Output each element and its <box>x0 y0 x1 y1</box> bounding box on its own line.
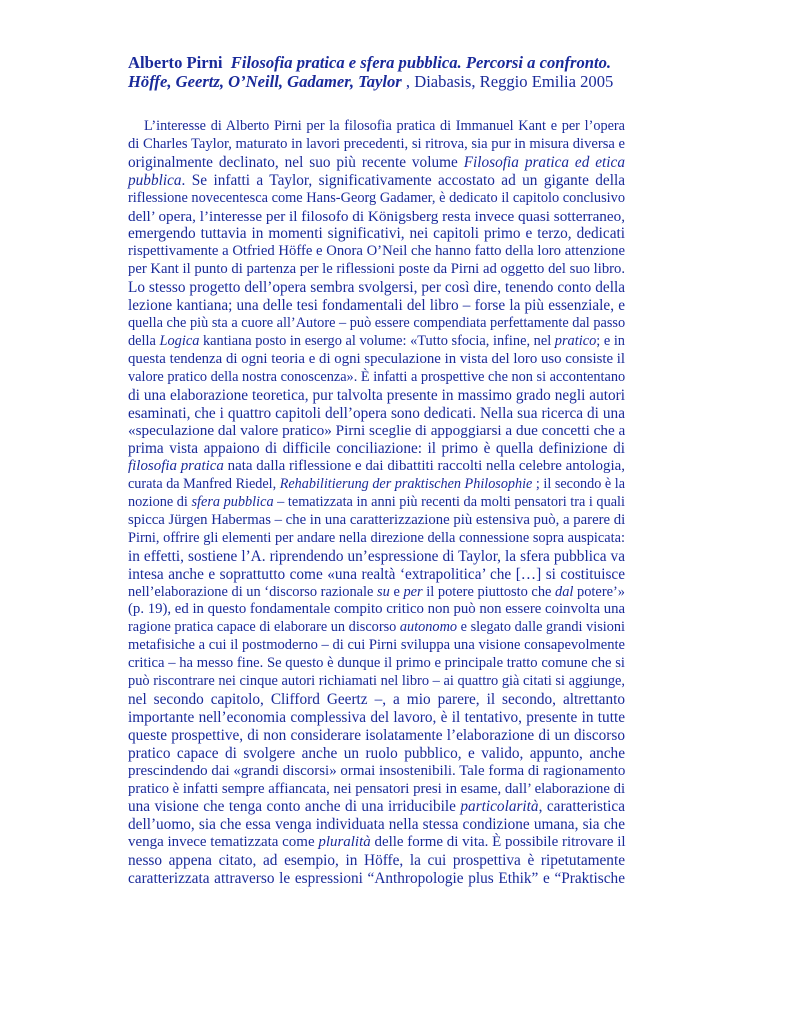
body-text: prescindendo dai «grandi discorsi» ormai insostenibili. Tale forma di ragionamento <box>128 762 626 779</box>
body-text: queste prospettive, di non considerare isolatamente l’elaborazione di un discorso <box>128 726 625 744</box>
body-line <box>128 548 625 566</box>
body-line <box>128 458 625 476</box>
body-text: valore pratico della nostra conoscenza». È infatti a prospettive che non si accontentano <box>128 368 626 385</box>
body-line <box>128 834 625 852</box>
heading-line-1 <box>128 53 688 72</box>
italic-text: per <box>403 583 423 600</box>
body-text: Pirni, offrire gli elementi per andare nella direzione della connessione sopra auspicata: <box>128 529 625 546</box>
body-text: metafisiche a cui il postmoderno – di cui Pirni sviluppa una visione consapevolmente <box>128 637 625 654</box>
body-line <box>128 387 625 405</box>
body-text: riflessione novecentesca come Hans-Georg Gadamer, è dedicato il capitolo conclusivo <box>128 189 625 206</box>
body-line <box>128 584 625 602</box>
body-line <box>128 816 625 834</box>
body-text: «speculazione dal valore pratico» Pirni sceglie di appoggiarsi a due concetti che a <box>128 422 626 440</box>
body-text: kantiana posto in esergo al volume: «Tutto sfocia, infine, nel <box>199 332 555 349</box>
italic-text: filosofia pratica <box>128 458 224 475</box>
body-line <box>128 315 625 333</box>
italic-text: pubblica <box>128 171 182 189</box>
body-text: può riscontrare nei cinque autori richiamati nel libro – ai quattro già citati si aggiunge, <box>128 673 625 690</box>
body-line <box>128 476 625 494</box>
italic-text: pluralità <box>318 834 371 851</box>
body-text: pratico è infatti sempre affiancata, nei pensatori presi in esame, dall’ elaborazione di <box>128 780 626 797</box>
body-text: nell’elaborazione di un ‘discorso razionale <box>128 583 378 600</box>
body-line <box>128 512 625 530</box>
body-line <box>128 208 625 226</box>
body-line <box>128 637 625 655</box>
heading-line-2 <box>128 72 688 91</box>
book-title-line-2: Höffe, Geertz, O’Neill, Gadamer, Taylor <box>128 72 402 91</box>
body-text: importante nell’economia complessiva del lavoro, è il tentativo, presente in tutte <box>128 708 625 726</box>
body-text: emergendo tuttavia in momenti significativi, nei capitoli primo e terzo, dedicati <box>128 225 625 243</box>
body-line <box>128 798 625 816</box>
body-line <box>128 440 625 458</box>
body-text: esaminati, che i quattro capitoli dell’opera sono dedicati. Nella sua ricerca di una <box>128 404 625 422</box>
body-line <box>128 190 625 208</box>
body-line <box>128 530 625 548</box>
body-line <box>128 601 625 619</box>
body-line <box>128 709 625 727</box>
body-text: originalmente declinato, nel suo più recente volume <box>128 153 464 171</box>
body-text: e <box>389 583 404 600</box>
body-text: pratico capace di svolgere anche un ruolo pubblico, e valido, appunto, anche <box>128 744 625 762</box>
body-line <box>128 154 625 172</box>
body-text: – tematizzata in anni più recenti da molti pensatori tra i quali <box>273 494 625 511</box>
body-text: dell’uomo, sia che essa venga individuata nella stessa condizione umana, sia che <box>128 816 625 834</box>
body-text: potere’» <box>573 583 625 600</box>
body-text: venga invece tematizzata come <box>128 834 319 851</box>
body-text: in effetti, sostiene l’A. riprendendo un’espressione di Taylor, la sfera pubblica va <box>128 547 625 565</box>
body-line <box>128 619 625 637</box>
italic-text: su <box>377 583 390 600</box>
body-text: nozione di <box>128 494 192 511</box>
italic-text: Logica <box>159 332 200 349</box>
italic-text: autonomo <box>399 619 458 636</box>
body-line <box>128 118 625 136</box>
body-text: L’interesse di Alberto Pirni per la filosofia pratica di Immanuel Kant e per l’opera <box>144 118 625 134</box>
body-text: intesa anche e soprattutto come «una realtà ‘extrapolitica’ che […] si costituisce <box>128 565 625 583</box>
italic-text: sfera pubblica <box>191 494 274 511</box>
body-text: curata da Manfred Riedel, <box>128 476 280 493</box>
bibliographic-heading <box>128 53 688 91</box>
body-line <box>128 243 625 261</box>
body-line <box>128 691 625 709</box>
body-line <box>128 136 625 154</box>
body-text: quella che più sta a cuore all’Autore – può essere compendiata perfettamente dal passo <box>128 314 626 331</box>
body-line <box>128 351 625 369</box>
italic-text: particolarità <box>460 798 539 816</box>
body-text: delle forme di vita. È possibile ritrovare il <box>370 834 626 851</box>
body-line <box>128 745 625 763</box>
body-line <box>128 369 625 387</box>
body-line <box>128 566 625 584</box>
body-text: una visione che tenga conto anche di una irriducibile <box>128 798 461 816</box>
body-line <box>128 261 625 279</box>
body-text: . Se infatti a Taylor, significativamente accostato ad un gigante della <box>181 171 625 189</box>
body-text: (p. 19), ed in questo fondamentale compito critico non può non essere coinvolta una <box>128 601 626 618</box>
italic-text: dal <box>555 583 574 600</box>
body-line <box>128 279 625 297</box>
body-text: ; e in <box>596 332 625 349</box>
body-text: critica – ha messo fine. Se questo è dunque il primo e principale tratto comune che si <box>128 655 625 672</box>
body-text: caratterizzata attraverso le espressioni “Anthropologie plus Ethik” e “Praktische <box>128 870 625 888</box>
body-line <box>128 494 625 512</box>
body-text: nel secondo capitolo, Clifford Geertz –, a mio parere, il secondo, altrettanto <box>128 691 625 708</box>
body-line <box>128 422 625 440</box>
body-text: prima vista appaiono di difficile conciliazione: il primo è quella definizione di <box>128 440 625 458</box>
body-line <box>128 673 625 691</box>
book-title-line-1: Filosofia pratica e sfera pubblica. Percorsi a confronto. <box>230 53 612 72</box>
body-text: il potere piuttosto che <box>422 583 556 600</box>
body-line <box>128 655 625 673</box>
body-text: e slegato dalle grandi visioni <box>457 619 626 636</box>
book-publisher: , Diabasis, Reggio Emilia 2005 <box>401 72 614 91</box>
body-line <box>128 297 625 315</box>
body-text: nata dalla riflessione e dai dibattiti raccolti nella celebre antologia, <box>223 458 625 475</box>
review-body <box>128 118 625 888</box>
book-author: Alberto Pirni <box>128 53 223 72</box>
body-line <box>128 225 625 243</box>
body-text: nesso appena citato, ad esempio, in Höffe, la cui prospettiva è ripetutamente <box>128 852 625 870</box>
body-line <box>128 333 625 351</box>
body-text: per Kant il punto di partenza per le riflessioni poste da Pirni ad oggetto del suo libro. <box>128 261 625 278</box>
body-line <box>128 763 625 781</box>
body-text: , caratteristica <box>538 798 625 816</box>
body-text: ; il secondo è la <box>532 476 625 493</box>
body-line <box>128 405 625 423</box>
body-text: di Charles Taylor, maturato in lavori precedenti, si ritrova, sia pur in misura diversa e <box>128 135 626 152</box>
italic-text: pratico <box>554 332 597 349</box>
body-text: rispettivamente a Otfried Höffe e Onora O’Neil che hanno fatto della loro attenzione <box>128 243 625 260</box>
body-line <box>128 870 625 888</box>
italic-text: Rehabilitierung der praktischen Philosophie <box>279 476 533 493</box>
body-line <box>128 727 625 745</box>
body-line <box>128 852 625 870</box>
body-line <box>128 172 625 190</box>
body-line <box>128 781 625 799</box>
body-text: Lo stesso progetto dell’opera sembra svolgersi, per così dire, tenendo conto della <box>128 279 625 297</box>
body-text: di una elaborazione teoretica, pur talvolta presente in massimo grado negli autori <box>128 386 625 404</box>
body-text: della <box>128 332 160 349</box>
body-text: lezione kantiana; una delle tesi fondamentali del libro – forse la più essenziale, e <box>128 297 625 315</box>
italic-text: Filosofia pratica ed etica <box>463 153 625 171</box>
body-text: questa tendenza di ogni teoria e di ogni speculazione in vista del loro uso consiste il <box>128 350 625 367</box>
body-text: spicca Jürgen Habermas – che in una caratterizzazione più estensiva può, a parere di <box>128 511 626 528</box>
body-text: dell’ opera, l’interesse per il filosofo di Königsberg resta invece quasi sotterraneo, <box>128 207 625 225</box>
body-text: ragione pratica capace di elaborare un discorso <box>128 619 400 636</box>
